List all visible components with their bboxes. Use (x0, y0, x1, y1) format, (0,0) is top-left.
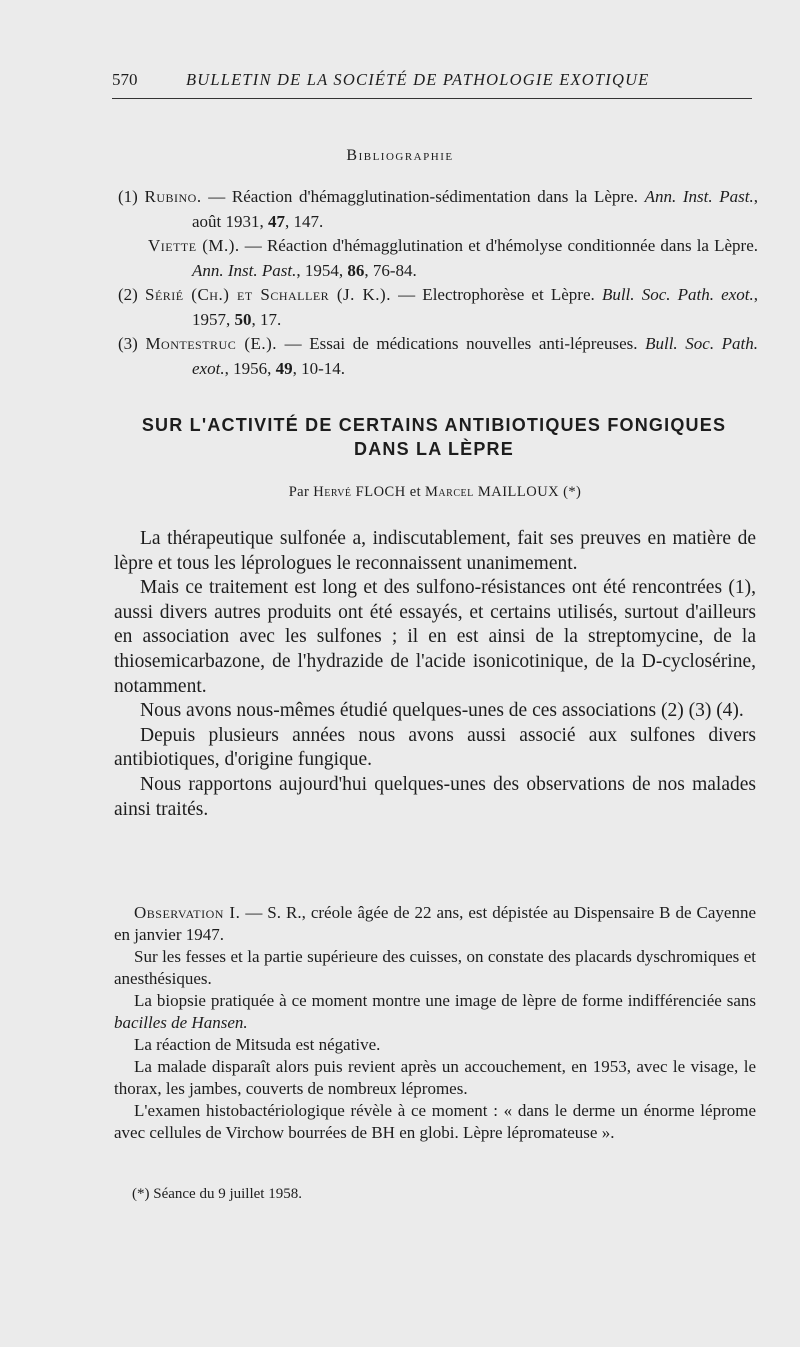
reference-number: (2) (118, 285, 138, 304)
reference-3 (118, 332, 758, 381)
observation-section (114, 902, 756, 1144)
bibliography-list (118, 185, 758, 381)
reference-pages: , 76-84. (364, 260, 417, 280)
footnote-marker: (*) (559, 484, 582, 500)
reference-number: (3) (118, 334, 138, 353)
observation-text: — S. R., créole âgée de 22 ans, est dépistée au Dispensaire B de Cayenne en janvier 1947. (114, 903, 756, 944)
reference-date: , 1956, (224, 358, 276, 378)
article-title-line-2: DANS LA LÈPRE (354, 439, 514, 459)
body-paragraph: Mais ce traitement est long et des sulfono-résistances ont été rencontrées (1), aussi divers autres produits ont été essayés, et certains utilisés, surtout d'ailleurs en association avec les sulfones ; il en est ainsi de la streptomycine, de la thiosemicarbazone, de l'hydrazide de l'acide isonicotinique, de la D-cyclosérine, notamment. (114, 577, 756, 697)
bibliography-heading: Bibliographie (346, 147, 454, 164)
article-title-line-1: SUR L'ACTIVITÉ DE CERTAINS ANTIBIOTIQUES FONGIQUES (141, 415, 727, 435)
reference-text: — Réaction d'hémagglutination-sédimentation dans la Lèpre. (201, 187, 645, 206)
reference-volume: 50 (234, 309, 252, 329)
article-authors (0, 484, 800, 501)
body-paragraph: Nous avons nous-mêmes étudié quelques-unes de ces associations (2) (3) (4). (140, 700, 744, 722)
reference-date: , août 1931, (192, 187, 759, 231)
reference-journal: Ann. Inst. Past. (192, 260, 297, 280)
reference-date: , 1954, (296, 260, 348, 280)
reference-journal: Ann. Inst. Past. (644, 187, 754, 206)
observation-italic: bacilles de Hansen. (114, 1013, 248, 1032)
authors-join: et (405, 484, 426, 500)
reference-text: — Essai de médications nouvelles anti-lépreuses. (277, 334, 646, 353)
reference-2 (118, 283, 758, 332)
reference-author: Viette (M.). (148, 236, 240, 255)
reference-volume: 49 (275, 358, 293, 378)
reference-1b (118, 234, 758, 283)
reference-volume: 47 (268, 211, 286, 231)
footnote: (*) Séance du 9 juillet 1958. (132, 1186, 302, 1202)
running-header (112, 70, 752, 99)
observation-paragraph: L'examen histobactériologique révèle à ce moment : « dans le derme un énorme léprome avec cellules de Virchow bourrées de BH en globi. Lèpre lépromateuse ». (114, 1101, 756, 1142)
body-paragraph: Nous rapportons aujourd'hui quelques-unes des observations de nos malades ainsi traités. (114, 773, 756, 820)
reference-volume: 86 (347, 260, 365, 280)
observation-paragraph: La réaction de Mitsuda est négative. (134, 1035, 381, 1054)
author-2: Marcel MAILLOUX (425, 484, 560, 500)
reference-date: , 1957, (192, 285, 758, 329)
reference-1 (118, 185, 758, 234)
article-body (114, 527, 756, 822)
reference-pages: , 17. (251, 309, 282, 329)
body-paragraph: La thérapeutique sulfonée a, indiscutablement, fait ses preuves en matière de lèpre et tous les léprologues le reconnaissent unanimement. (114, 528, 756, 574)
observation-text: La biopsie pratiquée à ce moment montre une image de lèpre de forme indifférenciée sans (134, 991, 756, 1010)
reference-journal: Bull. Soc. Path. exot. (192, 334, 759, 378)
reference-pages: , 147. (285, 211, 324, 231)
journal-title: BULLETIN DE LA SOCIÉTÉ DE PATHOLOGIE EXOTIQUE (186, 70, 650, 89)
reference-author: Rubino. (144, 187, 202, 206)
observation-paragraph (114, 902, 756, 946)
page-number: 570 (112, 70, 138, 89)
authors-prefix: Par (288, 484, 314, 500)
reference-text: — Electrophorèse et Lèpre. (390, 285, 602, 304)
reference-pages: , 10-14. (292, 358, 345, 378)
body-paragraph: Depuis plusieurs années nous avons aussi associé aux sulfones divers antibiotiques, d'origine fungique. (114, 724, 756, 771)
observation-paragraph: Sur les fesses et la partie supérieure des cuisses, on constate des placards dyschromiques et anesthésiques. (114, 947, 756, 988)
reference-text: — Réaction d'hémagglutination et d'hémolyse conditionnée dans la Lèpre. (239, 236, 758, 255)
observation-paragraph: La malade disparaît alors puis revient après un accouchement, en 1953, avec le visage, le thorax, les jambes, couverts de nombreux lépromes. (114, 1057, 756, 1098)
author-1: Hervé FLOCH (313, 484, 406, 500)
reference-author: Montestruc (E.). (145, 334, 278, 353)
reference-number: (1) (118, 187, 138, 206)
article-title (108, 413, 760, 461)
reference-author: Sérié (Ch.) et Schaller (J. K.). (145, 285, 391, 304)
observation-label: Observation I. (134, 903, 241, 922)
observation-paragraph (114, 990, 756, 1034)
reference-journal: Bull. Soc. Path. exot. (601, 285, 754, 304)
